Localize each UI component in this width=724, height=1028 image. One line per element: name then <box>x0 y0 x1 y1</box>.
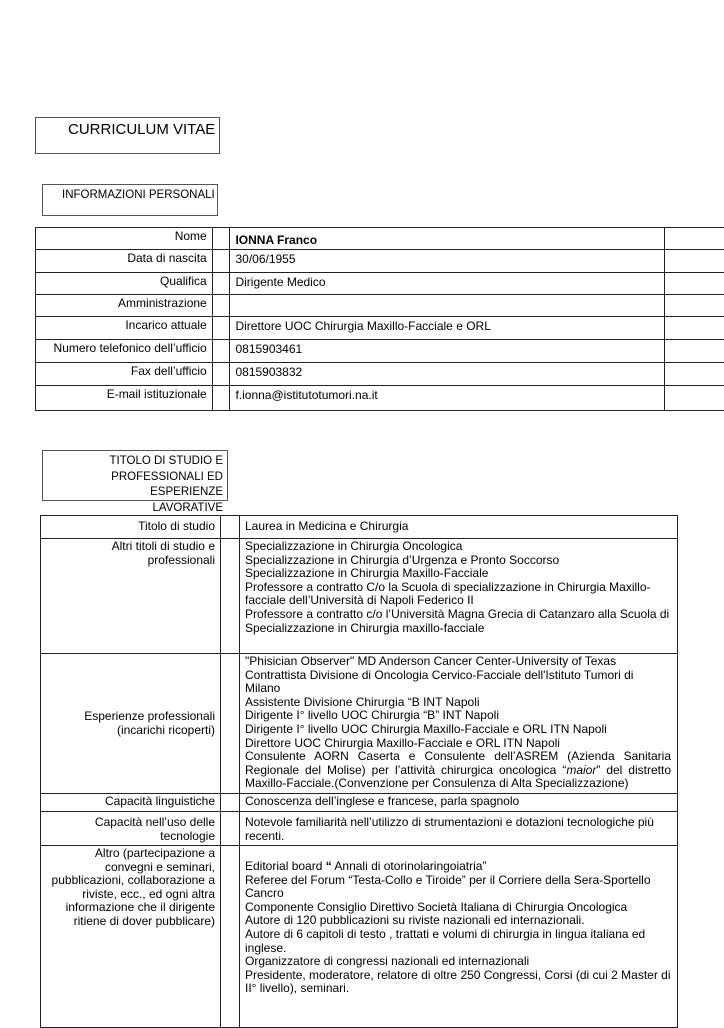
table-row <box>41 654 678 794</box>
row-value: Editorial board “ Annali di otorinolaringoiatria” Referee del Forum “Testa-Collo e Tiroide” per il Corriere della Sera-Sportello Cancro Componente Consiglio Direttivo Società Italiana di Chirurgia Oncologica Autore di 120 pubblicazioni su riviste nazionali ed internazionali. Autore di 6 capitoli di testo , trattati e volumi di chirurgia in lingua italiana ed inglese. Organizzatore di congressi nazionali ed internazionali Presidente, moderatore, relatore di oltre 250 Congressi, Corsi (di cui 2 Master di II° livello), seminari. <box>240 846 678 1028</box>
row-label: Capacità linguistiche <box>41 794 221 812</box>
row-label: Fax dell’ufficio <box>36 363 213 386</box>
section-studies-title: TITOLO DI STUDIO E PROFESSIONALI ED ESPERIENZE LAVORATIVE <box>42 450 228 501</box>
studies-table <box>40 515 678 1028</box>
row-value <box>230 295 665 317</box>
table-row <box>41 539 678 654</box>
row-label: Incarico attuale <box>36 317 213 340</box>
row-label: Amministrazione <box>36 295 213 317</box>
row-label: Altri titoli di studio e professionali <box>41 539 221 654</box>
table-row <box>41 846 678 1028</box>
section-personal-title: INFORMAZIONI PERSONALI <box>42 184 218 216</box>
table-row <box>36 363 724 386</box>
row-label: Capacità nell’uso delle tecnologie <box>41 812 221 846</box>
table-row <box>41 516 678 539</box>
row-label: Titolo di studio <box>41 516 221 539</box>
table-row <box>36 317 724 340</box>
table-row <box>36 228 724 250</box>
row-label: Qualifica <box>36 273 213 295</box>
row-label: Esperienze professionali (incarichi ricoperti) <box>41 654 221 794</box>
row-value: Dirigente Medico <box>230 273 665 295</box>
row-value: "Phisician Observer" MD Anderson Cancer Center-University of Texas Contrattista Divisione di Oncologia Cervico-Facciale dell'Istituto Tumori di Milano Assistente Divisione Chirurgia “B INT Napoli Dirigente I° livello UOC Chirurgia “B” INT Napoli Dirigente I° livello UOC Chirurgia Maxillo-Facciale e ORL ITN Napoli Direttore UOC Chirurgia Maxillo-Facciale e ORL ITN Napoli Consulente AORN Caserta e Consulente dell’ASREM (Azienda Sanitaria Regionale del Molise) per l’attività chirurgica oncologica “maior” del distretto Maxillo-Facciale.(Convenzione per Consulenza di Alta Specializzazione) <box>240 654 678 794</box>
table-row <box>36 386 724 411</box>
table-row <box>41 812 678 846</box>
cv-title: CURRICULUM VITAE <box>35 117 220 154</box>
row-value: Notevole familiarità nell’utilizzo di strumentazioni e dotazioni tecnologiche più recenti. <box>240 812 678 846</box>
row-value: f.ionna@istitutotumori.na.it <box>230 386 665 411</box>
row-value: 30/06/1955 <box>230 250 665 273</box>
personal-info-table <box>35 227 724 411</box>
name-value: IONNA Franco <box>230 228 665 250</box>
row-label: Data di nascita <box>36 250 213 273</box>
table-row <box>36 250 724 273</box>
table-row <box>36 273 724 295</box>
row-value: 0815903832 <box>230 363 665 386</box>
table-row <box>41 794 678 812</box>
row-label: Numero telefonico dell’ufficio <box>36 340 213 363</box>
table-row <box>36 340 724 363</box>
row-label: Nome <box>36 228 213 250</box>
row-value: Direttore UOC Chirurgia Maxillo-Facciale e ORL <box>230 317 665 340</box>
row-value: Laurea in Medicina e Chirurgia <box>240 516 678 539</box>
row-label: E-mail istituzionale <box>36 386 213 411</box>
row-label: Altro (partecipazione a convegni e seminari, pubblicazioni, collaborazione a riviste, ecc., ed ogni altra informazione che il dirigente ritiene di dover pubblicare) <box>41 846 221 1028</box>
row-value: Conoscenza dell’inglese e francese, parla spagnolo <box>240 794 678 812</box>
row-value: 0815903461 <box>230 340 665 363</box>
row-value: Specializzazione in Chirurgia Oncologica Specializzazione in Chirurgia d’Urgenza e Pronto Soccorso Specializzazione in Chirurgia Maxillo-Facciale Professore a contratto C/o la Scuola di specializzazione in Chirurgia Maxillo-facciale dell’Università di Napoli Federico II Professore a contratto c/o l’Università Magna Grecia di Catanzaro alla Scuola di Specializzazione in Chirurgia maxillo-facciale <box>240 539 678 654</box>
table-row <box>36 295 724 317</box>
